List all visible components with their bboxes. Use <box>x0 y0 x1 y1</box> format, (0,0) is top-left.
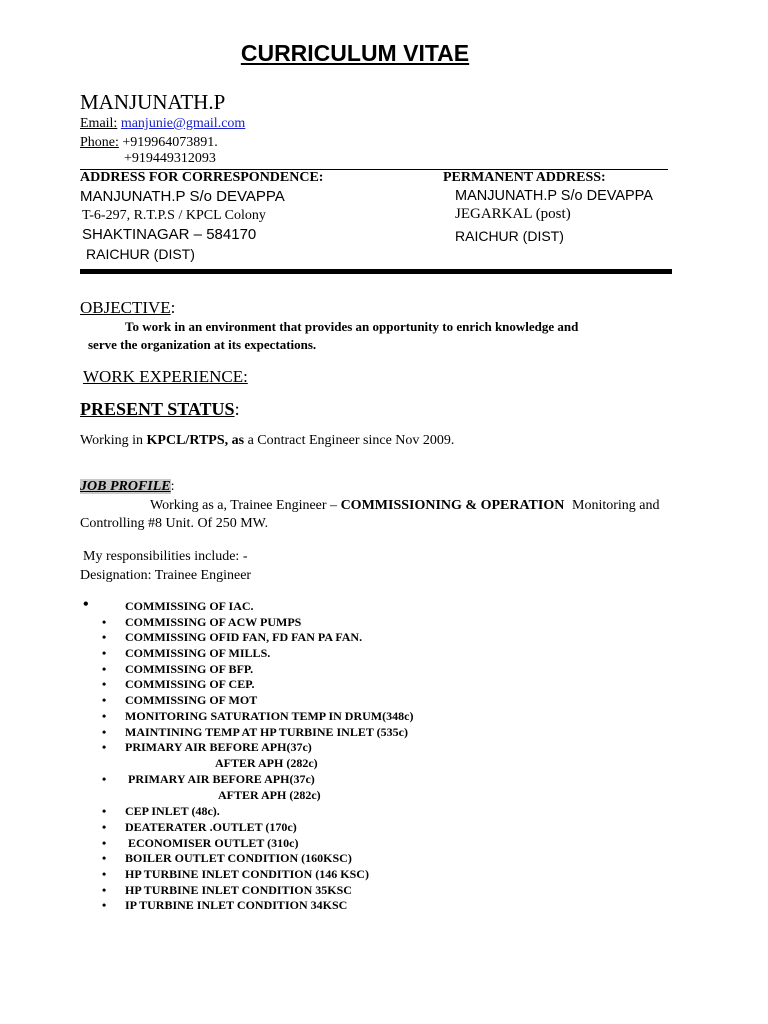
list-item: • HP TURBINE INLET CONDITION 35KSC <box>102 882 352 897</box>
present-status-heading: PRESENT STATUS: <box>80 399 240 419</box>
designation-line: Designation: Trainee Engineer <box>80 568 252 583</box>
list-item: • COMMISSING OF ACW PUMPS <box>102 614 302 629</box>
permanent-line-2: JEGARKAL (post) <box>455 206 571 222</box>
candidate-name: MANJUNATH.P <box>80 90 226 114</box>
list-item: • COMMISSING OFID FAN, FD FAN PA FAN. <box>102 630 363 645</box>
list-item: • MAINTINING TEMP AT HP TURBINE INLET (535c) <box>102 724 408 739</box>
job-profile-heading: JOB PROFILE: <box>80 479 175 494</box>
phone-line <box>80 135 218 151</box>
objective-heading: OBJECTIVE: <box>80 298 176 317</box>
job-profile-line-2: Controlling #8 Unit. Of 250 MW. <box>80 516 269 531</box>
job-profile-line-1: Working as a, Trainee Engineer – COMMISSIONING & OPERATION <box>150 498 565 513</box>
present-status-text: Working in KPCL/RTPS, as a Contract Engineer since Nov 2009. <box>80 433 455 448</box>
list-item: • IP TURBINE INLET CONDITION 34KSC <box>102 898 348 913</box>
permanent-line-3: RAICHUR (DIST) <box>455 228 564 244</box>
objective-text-line-1: To work in an environment that provides an opportunity to enrich knowledge and <box>125 319 579 334</box>
job-profile-line-1-end: Monitoring and <box>572 498 660 513</box>
permanent-address-header: PERMANENT ADDRESS: <box>443 170 606 185</box>
permanent-line-1: MANJUNATH.P S/o DEVAPPA <box>455 188 653 204</box>
correspondence-address-header: ADDRESS FOR CORRESPONDENCE: <box>80 170 324 185</box>
list-item: • COMMISSING OF CEP. <box>102 677 255 692</box>
phone-label: Phone: <box>80 135 119 150</box>
list-item: • COMMISSING OF IAC. <box>83 596 254 613</box>
email-label: Email: <box>80 116 118 131</box>
divider-thick <box>80 269 672 274</box>
list-item: • PRIMARY AIR BEFORE APH(37c) AFTER APH (282c) <box>102 740 318 770</box>
list-item: • MONITORING SATURATION TEMP IN DRUM(348c) <box>102 708 414 723</box>
objective-text-line-2: serve the organization at its expectations. <box>88 337 317 352</box>
correspondence-line-4: RAICHUR (DIST) <box>86 246 195 262</box>
correspondence-line-2: T-6-297, R.T.P.S / KPCL Colony <box>82 208 266 223</box>
list-item: • PRIMARY AIR BEFORE APH(37c) AFTER APH (282c) <box>102 772 321 802</box>
responsibilities-intro: My responsibilities include: - <box>83 549 248 564</box>
correspondence-line-1: MANJUNATH.P S/o DEVAPPA <box>80 188 285 205</box>
list-item: • HP TURBINE INLET CONDITION (146 KSC) <box>102 866 369 881</box>
email-link[interactable]: manjunie@gmail.com <box>120 116 246 131</box>
phone-number-1: +919964073891. <box>122 135 218 150</box>
responsibilities-list <box>80 596 680 914</box>
list-item: • BOILER OUTLET CONDITION (160KSC) <box>102 851 352 866</box>
list-item: • COMMISSING OF MILLS. <box>102 646 271 661</box>
document-title: CURRICULUM VITAE <box>240 40 470 66</box>
list-item: • ECONOMISER OUTLET (310c) <box>102 835 299 850</box>
list-item: • COMMISSING OF MOT <box>102 693 258 708</box>
list-item: • CEP INLET (48c). <box>102 804 220 819</box>
list-item: • COMMISSING OF BFP. <box>102 661 254 676</box>
email-line <box>80 116 245 132</box>
work-experience-heading: WORK EXPERIENCE: <box>83 367 248 386</box>
phone-number-2: +919449312093 <box>124 151 216 166</box>
list-item: • DEATERATER .OUTLET (170c) <box>102 819 297 834</box>
correspondence-line-3: SHAKTINAGAR – 584170 <box>82 226 257 243</box>
